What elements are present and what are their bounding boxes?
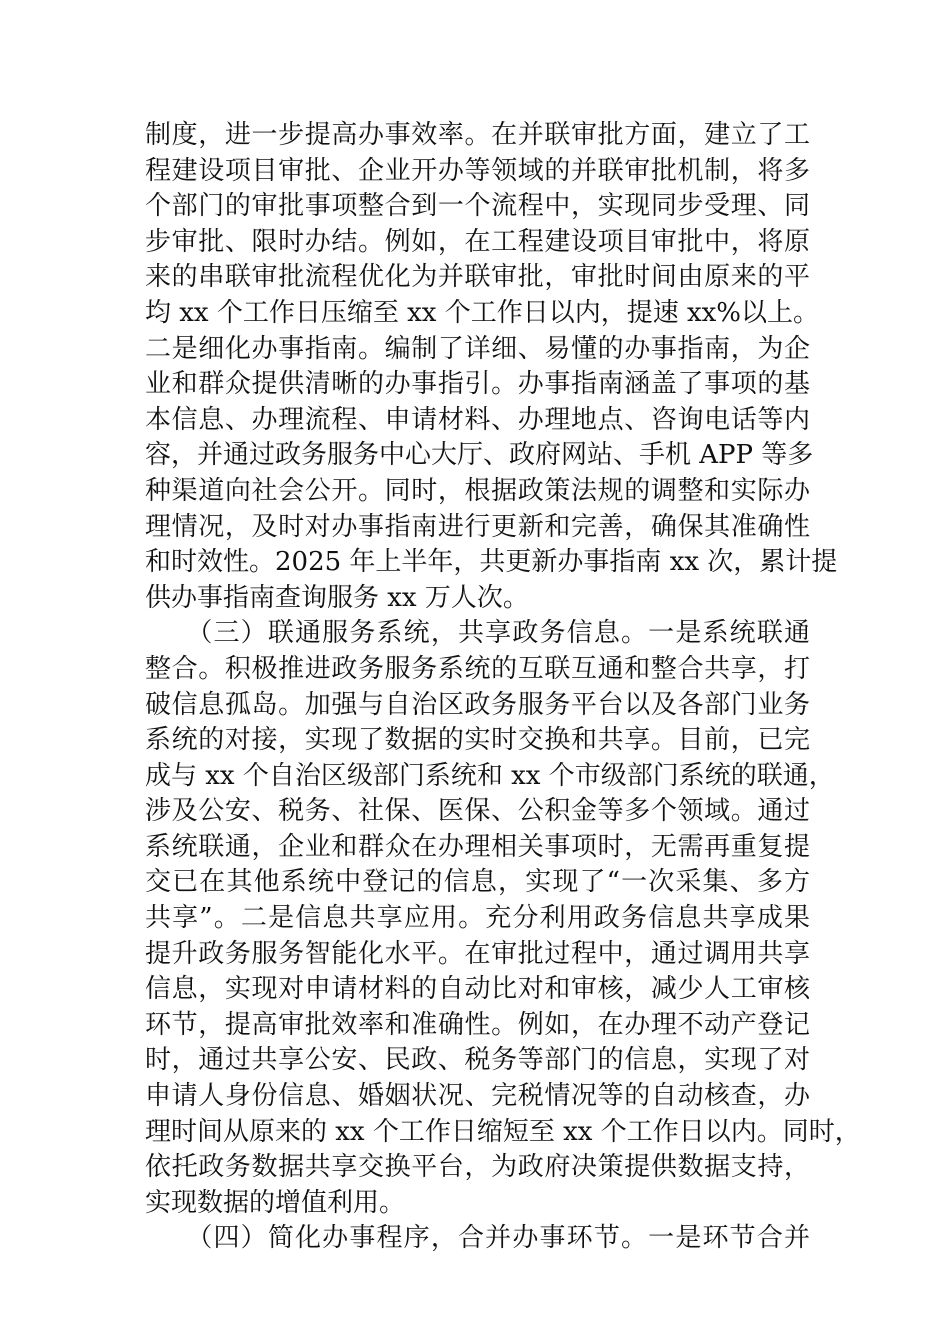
text-line: 二是细化办事指南。编制了详细、易懂的办事指南，为企 xyxy=(145,333,810,364)
text-line: 均 xx 个工作日压缩至 xx 个工作日以内，提速 xx%以上。 xyxy=(145,297,820,328)
text-line: 制度，进一步提高办事效率。在并联审批方面，建立了工 xyxy=(145,120,810,150)
text-line: 理时间从原来的 xx 个工作日缩短至 xx 个工作日以内。同时， xyxy=(145,1116,861,1147)
text-line: 共享”。二是信息共享应用。充分利用政务信息共享成果 xyxy=(145,903,810,934)
text-line: （三）联通服务系统，共享政务信息。一是系统联通 xyxy=(145,618,810,649)
text-line: 涉及公安、税务、社保、医保、公积金等多个领域。通过 xyxy=(145,796,810,827)
text-line: （四）简化办事程序，合并办事环节。一是环节合并 xyxy=(145,1223,810,1254)
text-line: 时，通过共享公安、民政、税务等部门的信息，实现了对 xyxy=(145,1045,810,1076)
text-line: 信息，实现对申请材料的自动比对和审核，减少人工审核 xyxy=(145,974,810,1005)
text-line: 申请人身份信息、婚姻状况、完税情况等的自动核查，办 xyxy=(145,1081,810,1112)
text-line: 供办事指南查询服务 xx 万人次。 xyxy=(145,582,529,613)
text-line: 步审批、限时办结。例如，在工程建设项目审批中，将原 xyxy=(145,226,810,257)
text-line: 交已在其他系统中登记的信息，实现了“一次采集、多方 xyxy=(145,867,810,898)
text-line: 个部门的审批事项整合到一个流程中，实现同步受理、同 xyxy=(145,191,810,222)
text-line: 系统的对接，实现了数据的实时交换和共享。目前，已完 xyxy=(145,725,810,756)
text-line: 环节，提高审批效率和准确性。例如，在办理不动产登记 xyxy=(145,1009,810,1040)
text-line: 种渠道向社会公开。同时，根据政策法规的调整和实际办 xyxy=(145,475,810,506)
text-line: 系统联通，企业和群众在办理相关事项时，无需再重复提 xyxy=(145,831,810,862)
text-line: 成与 xx 个自治区级部门系统和 xx 个市级部门系统的联通， xyxy=(145,760,835,791)
text-line: 来的串联审批流程优化为并联审批，审批时间由原来的平 xyxy=(145,262,810,293)
text-line: 破信息孤岛。加强与自治区政务服务平台以及各部门业务 xyxy=(145,689,810,720)
text-line: 和时效性。2025 年上半年，共更新办事指南 xx 次，累计提 xyxy=(145,547,838,578)
text-line: 业和群众提供清晰的办事指引。办事指南涵盖了事项的基 xyxy=(145,369,810,400)
text-line: 依托政务数据共享交换平台，为政府决策提供数据支持， xyxy=(145,1152,810,1183)
text-line: 程建设项目审批、企业开办等领域的并联审批机制，将多 xyxy=(145,155,810,186)
text-line: 整合。积极推进政务服务系统的互联互通和整合共享，打 xyxy=(145,653,810,684)
document-body xyxy=(145,118,861,1257)
text-line: 本信息、办理流程、申请材料、办理地点、咨询电话等内 xyxy=(145,404,810,435)
text-line: 理情况，及时对办事指南进行更新和完善，确保其准确性 xyxy=(145,511,810,542)
text-line: 实现数据的增值利用。 xyxy=(145,1187,406,1218)
text-line: 容，并通过政务服务中心大厅、政府网站、手机 APP 等多 xyxy=(145,440,814,471)
text-line: 提升政务服务智能化水平。在审批过程中，通过调用共享 xyxy=(145,938,810,969)
